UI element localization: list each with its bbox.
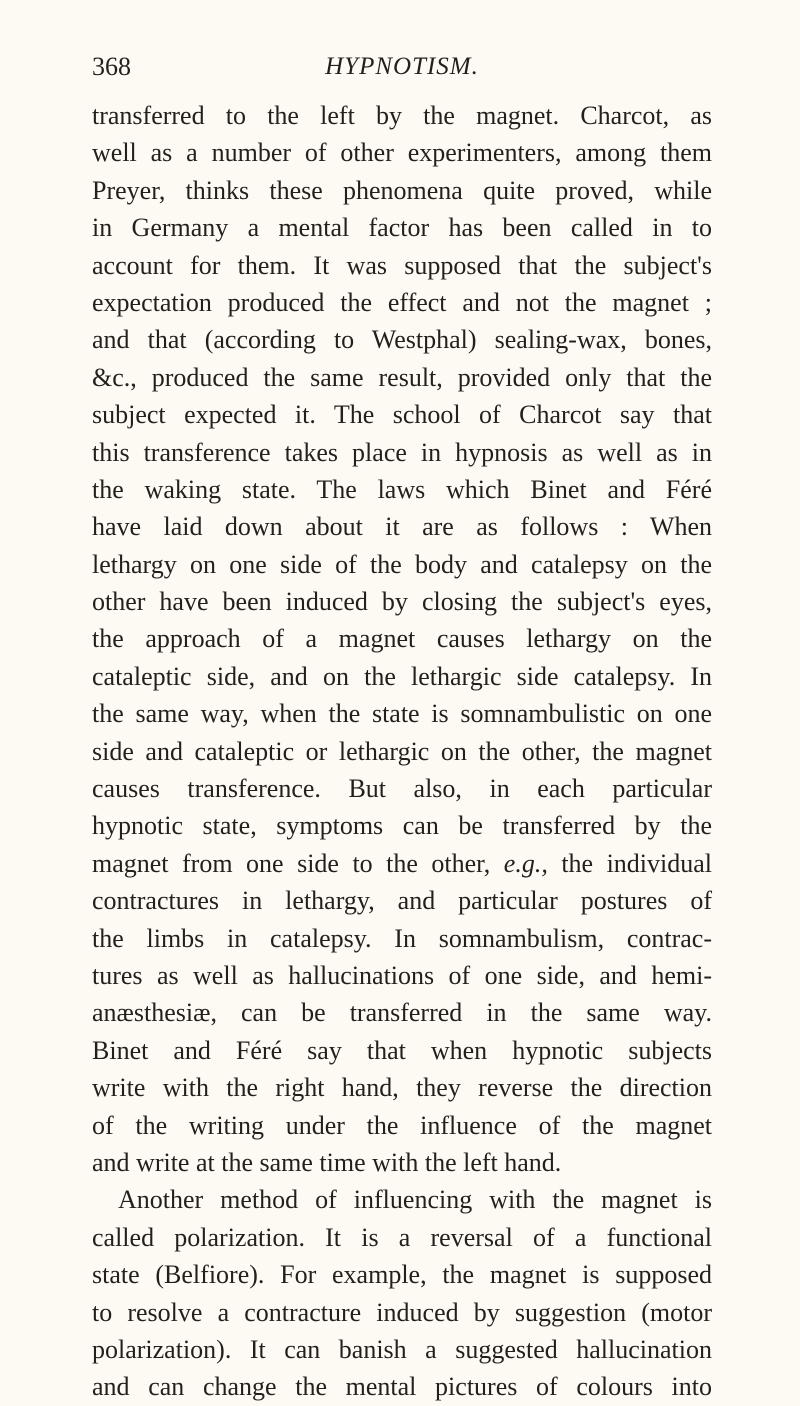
page-number: 368 (92, 52, 131, 81)
text-line: subject expected it. The school of Charcot say that (92, 400, 712, 430)
text-line: and that (according to Westphal) sealing-wax, bones, (92, 325, 712, 355)
text-line: the approach of a magnet causes lethargy on the (92, 624, 712, 654)
text-line: this transference takes place in hypnosis as well as in (92, 437, 712, 467)
running-title: HYPNOTISM. (325, 53, 479, 80)
text-line: side and cataleptic or lethargic on the other, the magnet (92, 736, 712, 766)
text-line: the limbs in catalepsy. In somnambulism, contrac- (92, 923, 712, 953)
text-line: &c., produced the same result, provided only that the (92, 362, 712, 392)
text-line: Another method of influencing with the magnet is (118, 1185, 712, 1215)
text-line: hypnotic state, symptoms can be transferred by the (92, 811, 712, 841)
text-line: the waking state. The laws which Binet and Féré (92, 474, 712, 504)
page-header (92, 50, 712, 84)
text-line: to resolve a contracture induced by suggestion (motor (92, 1297, 712, 1327)
text-line: Binet and Féré say that when hypnotic subjects (92, 1035, 712, 1065)
text-line: and write at the same time with the left hand. (92, 1147, 562, 1177)
text-line: write with the right hand, they reverse the direction (92, 1073, 712, 1103)
body-text (92, 97, 712, 1406)
text-line: transferred to the left by the magnet. Charcot, as (92, 101, 712, 130)
text-line: polarization). It can banish a suggested hallucination (92, 1334, 712, 1364)
text-line: well as a number of other experimenters, among them (92, 138, 712, 168)
text-line: magnet from one side to the other, e.g., the individual (92, 848, 713, 878)
text-line: state (Belfiore). For example, the magnet is supposed (92, 1260, 712, 1290)
text-line: other have been induced by closing the subject's eyes, (92, 587, 712, 617)
text-line: cataleptic side, and on the lethargic side catalepsy. In (92, 661, 712, 691)
text-line: lethargy on one side of the body and catalepsy on the (92, 549, 712, 579)
text-line: account for them. It was supposed that the subject's (92, 250, 712, 280)
text-line: contractures in lethargy, and particular postures of (92, 886, 712, 916)
text-line: in Germany a mental factor has been called in to (92, 213, 712, 243)
text-line: Preyer, thinks these phenomena quite proved, while (92, 175, 712, 205)
text-line: causes transference. But also, in each particular (92, 774, 712, 804)
text-line: of the writing under the influence of the magnet (92, 1110, 712, 1140)
text-line: tures as well as hallucinations of one side, and hemi- (92, 960, 712, 990)
text-line: anæsthesiæ, can be transferred in the same way. (92, 998, 712, 1028)
text-line: and can change the mental pictures of colours into (92, 1372, 712, 1402)
text-line: expectation produced the effect and not the magnet ; (92, 287, 712, 317)
text-line: called polarization. It is a reversal of a functional (92, 1222, 712, 1252)
text-line: the same way, when the state is somnambulistic on one (92, 699, 712, 729)
italic-abbreviation: e.g., (503, 848, 548, 878)
text-line: have laid down about it are as follows : When (92, 512, 712, 542)
